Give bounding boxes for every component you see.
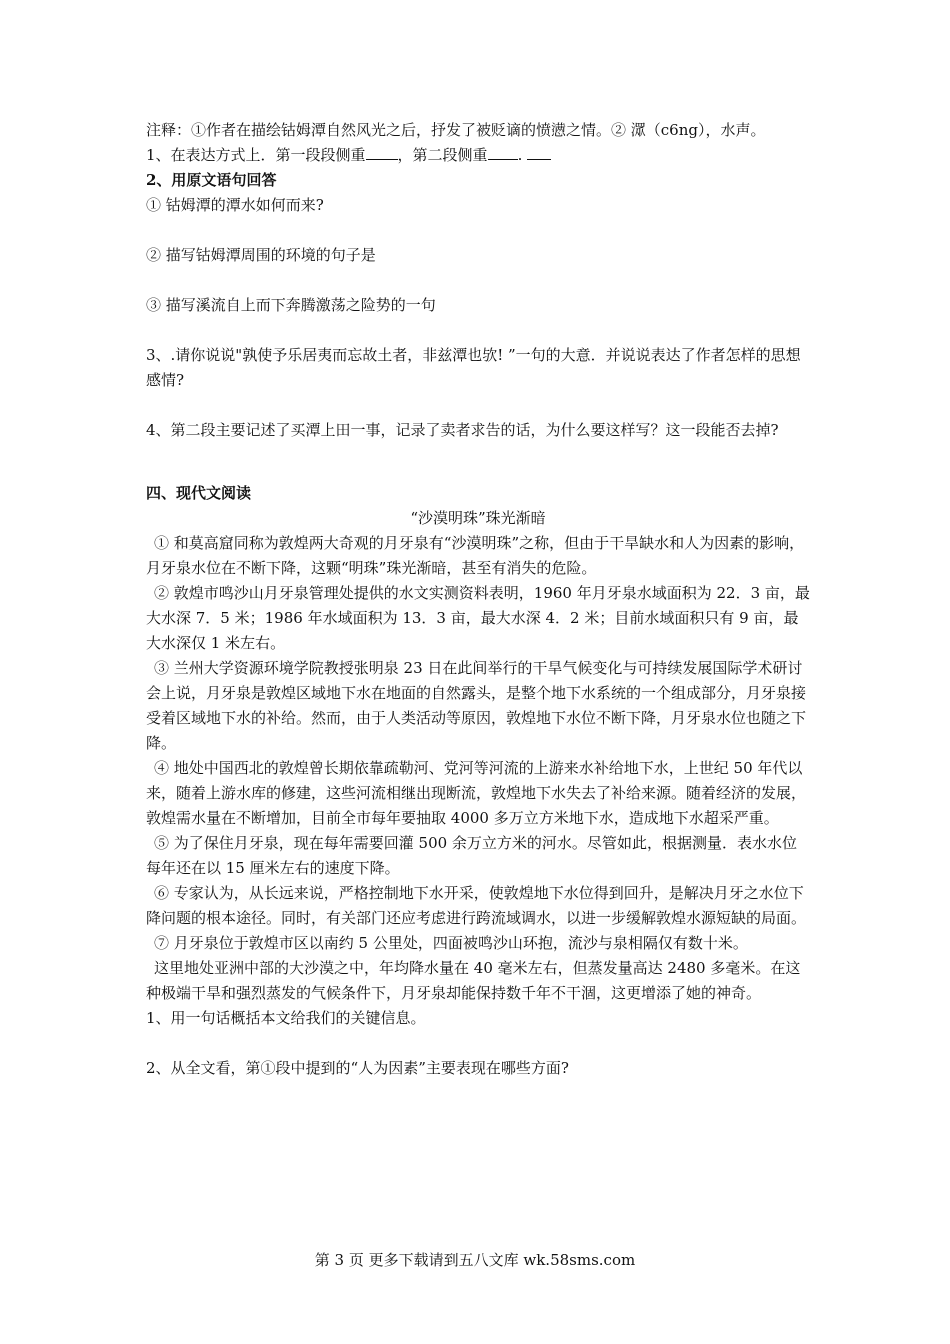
answer-space xyxy=(146,218,810,243)
question-2-item-3: ③ 描写溪流自上而下奔腾激荡之险势的一句 xyxy=(146,296,436,314)
article-paragraph-6: ⑥ 专家认为，从长远来说，严格控制地下水开采，使敦煌地下水位得到回升，是解决月牙之水位下降问题的根本途径。同时，有关部门还应考虑进行跨流域调水，以进一步缓解敦煌水源短缺的局面。 xyxy=(146,884,807,927)
annotation-note: 注释：①作者在描绘钴姆潭自然风光之后，抒发了被贬谪的愤懑之情。② 潀（c6ng），水声。 xyxy=(146,121,766,139)
question-1 xyxy=(146,143,810,168)
question-2-title: 2、用原文语句回答 xyxy=(146,171,277,189)
question-2-item-1: ① 钴姆潭的潭水如何而来? xyxy=(146,196,324,214)
answer-space xyxy=(146,443,810,481)
reading-question-2: 2、从全文看，第①段中提到的“人为因素”主要表现在哪些方面? xyxy=(146,1059,569,1077)
question-2-item-2: ② 描写钴姆潭周围的环境的句子是 xyxy=(146,246,376,264)
document-page xyxy=(146,118,810,1081)
section-title: 四、现代文阅读 xyxy=(146,484,252,502)
article-paragraph-5: ⑤ 为了保住月牙泉，现在每年需要回灌 500 余万立方米的河水。尽管如此，根据测量．表水水位每年还在以 15 厘米左右的速度下降。 xyxy=(146,834,797,877)
article-paragraph-3: ③ 兰州大学资源环境学院教授张明泉 23 日在此间举行的干旱气候变化与可持续发展国际学术研讨会上说，月牙泉是敦煌区域地下水在地面的自然露头，是整个地下水系统的一个组成部分，月牙泉接受着区域地下水的补给。然而，由于人类活动等原因，敦煌地下水位不断下降，月牙泉水位也随之下降。 xyxy=(146,659,807,752)
article-paragraph-7: ⑦ 月牙泉位于敦煌市区以南约 5 公里处，四面被鸣沙山环抱，流沙与泉相隔仅有数十米。 xyxy=(154,934,748,952)
question-1-part-b: ，第二段侧重 xyxy=(397,146,488,164)
answer-blank-1[interactable] xyxy=(366,143,398,160)
article-paragraph-8: 这里地处亚洲中部的大沙漠之中，年均降水量在 40 毫米左右，但蒸发量高达 2480 多毫米。在这种极端干旱和强烈蒸发的气候条件下，月牙泉却能保持数千年不干涸，这更增添了她的神奇。 xyxy=(146,959,801,1002)
question-4: 4、第二段主要记述了买潭上田一事，记录了卖者求告的话，为什么要这样写？这一段能否去掉? xyxy=(146,421,779,439)
answer-blank-2[interactable] xyxy=(488,143,518,160)
reading-question-1: 1、用一句话概括本文给我们的关键信息。 xyxy=(146,1009,426,1027)
answer-space xyxy=(146,268,810,293)
answer-space xyxy=(146,1031,810,1056)
article-paragraph-2: ② 敦煌市鸣沙山月牙泉管理处提供的水文实测资料表明，1960 年月牙泉水域面积为 22．3 亩，最大水深 7．5 米；1986 年水域面积为 13．3 亩，最大水深 4．2 米；目前水域面积只有 9 亩，最大水深仅 1 米左右。 xyxy=(146,584,810,652)
question-3: 3、.请你说说"孰使予乐居夷而忘故土者，非兹潭也欤! ”一句的大意．并说说表达了作者怎样的思想感情? xyxy=(146,346,801,389)
question-1-part-c: . xyxy=(517,146,528,164)
article-paragraph-1: ① 和莫高窟同称为敦煌两大奇观的月牙泉有“沙漠明珠”之称，但由于干旱缺水和人为因素的影响，月牙泉水位在不断下降，这颗“明珠”珠光渐暗，甚至有消失的危险。 xyxy=(146,534,805,577)
answer-space xyxy=(146,318,810,343)
answer-blank-3[interactable] xyxy=(527,143,551,160)
question-1-part-a: 1、在表达方式上．第一段段侧重 xyxy=(146,146,366,164)
article-title: “沙漠明珠”珠光渐暗 xyxy=(410,509,546,527)
answer-space xyxy=(146,393,810,418)
article-paragraph-4: ④ 地处中国西北的敦煌曾长期依靠疏勒河、党河等河流的上游来水补给地下水，上世纪 50 年代以来，随着上游水库的修建，这些河流相继出现断流，敦煌地下水失去了补给来源。随着经济的发展，敦煌需水量在不断增加，目前全市每年要抽取 4000 多万立方米地下水，造成地下水超采严重。 xyxy=(146,759,807,827)
page-footer: 第 3 页 更多下载请到五八文库 wk.58sms.com xyxy=(314,1251,636,1269)
